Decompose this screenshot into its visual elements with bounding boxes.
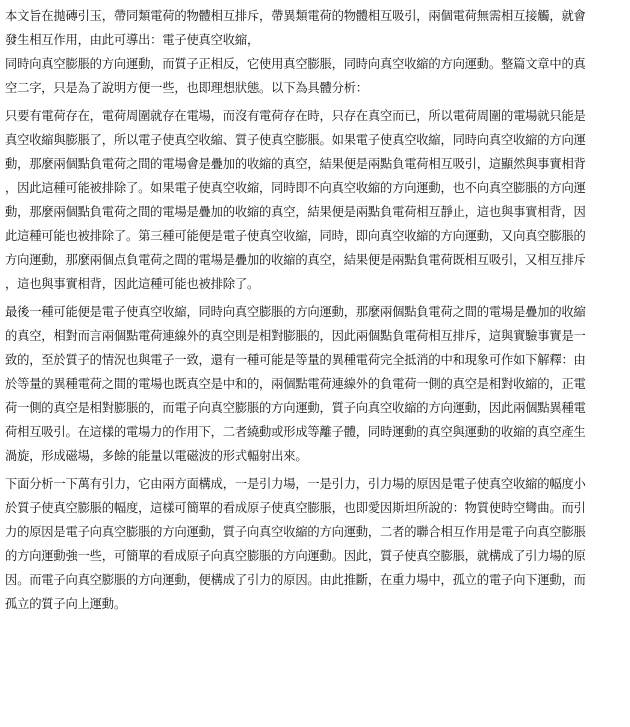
text-line: 於質子使真空膨脹的幅度，這樣可簡單的看成原子使真空膨脹，也即愛因斯坦所說的：物質使時空彎曲。而引 [5, 501, 586, 515]
paragraph-analysis [5, 104, 627, 296]
text-line: ，這也與事實相背，因此這種可能也被排除了。 [5, 277, 260, 291]
text-line: 荷一側的真空是相對膨脹的，而電子向真空膨脹的方向運動，質子向真空收縮的方向運動，因此兩個點異種電 [5, 401, 586, 415]
text-line: 本文旨在拋磚引玉，帶同類電荷的物體相互排斥，帶異類電荷的物體相互吸引，兩個電荷無需相互接觸，就會 [5, 9, 586, 23]
text-line: 的方向運動強一些，可簡單的看成原子向真空膨脹的方向運動。因此，質子使真空膨脹，就構成了引力場的原 [5, 549, 586, 563]
text-line: 此這種可能也被排除了。第三種可能便是電子使真空收縮，同時，即向真空收縮的方向運動，又向真空膨脹的 [5, 229, 586, 243]
text-line: 最後一種可能便是電子使真空收縮，同時向真空膨脹的方向運動，那麼兩個點負電荷之間的電場是疊加的收縮 [5, 305, 586, 319]
text-line: 發生相互作用，由此可導出：電子使真空收縮， [5, 33, 260, 47]
text-line: 於等量的異種電荷之間的電場也既真空是中和的，兩個點電荷連線外的負電荷一側的真空是相對收縮的，正電 [5, 377, 586, 391]
text-line: 力的原因是電子向真空膨脹的方向運動，質子向真空收縮的方向運動，二者的聯合相互作用是電子向真空膨脹 [5, 525, 586, 539]
text-line: 空二字，只是為了說明方便一些，也即理想狀態。以下為具體分析： [5, 81, 368, 95]
text-line: 荷相互吸引。在這樣的電場力的作用下，二者繞動或形成等離子體，同時運動的真空與運動的收縮的真空產生 [5, 425, 586, 439]
text-line: 同時向真空膨脹的方向運動，而質子正相反，它使用真空膨脹，同時向真空收縮的方向運動。整篇文章中的真 [5, 57, 586, 71]
text-line: 動，那麼兩個點負電荷之間的電場是疊加的收縮的真空，結果便是兩點負電荷相互靜止，這也與事實相背，因 [5, 205, 586, 219]
text-line: 致的，至於質子的情況也與電子一致，還有一種可能是等量的異種電荷完全抵消的中和現象可作如下解釋：由 [5, 353, 586, 367]
paragraph-intro [5, 4, 627, 100]
text-line: 因。而電子向真空膨脹的方向運動，便構成了引力的原因。由此推斷，在重力場中，孤立的電子向下運動，而 [5, 573, 586, 587]
text-line: 只要有電荷存在，電荷周圍就存在電場，而沒有電荷存在時，只存在真空而已，所以電荷周圍的電場就只能是 [5, 109, 586, 123]
paragraph-last-possibility [5, 300, 627, 468]
text-line: 動，那麼兩個點負電荷之間的電場會是疊加的收縮的真空，結果便是兩點負電荷相互吸引，這顯然與事實相背 [5, 157, 586, 171]
text-line: ，因此這種可能被排除了。如果電子使真空收縮，同時即不向真空收縮的方向運動，也不向真空膨脹的方向運 [5, 181, 586, 195]
paragraph-gravitation [5, 472, 627, 616]
text-line: 的真空，相對而言兩個點電荷連線外的真空則是相對膨脹的，因此兩個點負電荷相互排斥，這與實驗事實是一 [5, 329, 586, 343]
text-line: 真空收縮與膨脹了，所以電子使真空收縮、質子使真空膨脹。如果電子使真空收縮，同時向真空收縮的方向運 [5, 133, 586, 147]
text-line: 下面分析一下萬有引力，它由兩方面構成，一是引力場，一是引力，引力場的原因是電子使真空收縮的幅度小 [5, 477, 586, 491]
text-line: 渦旋，形成磁場，多餘的能量以電磁波的形式輻射出來。 [5, 449, 308, 463]
text-line: 孤立的質子向上運動。 [5, 597, 126, 611]
text-line: 方向運動，那麼兩個点負電荷之間的電場是疊加的收縮的真空，結果便是兩點負電荷既相互吸引，又相互排斥 [5, 253, 586, 267]
